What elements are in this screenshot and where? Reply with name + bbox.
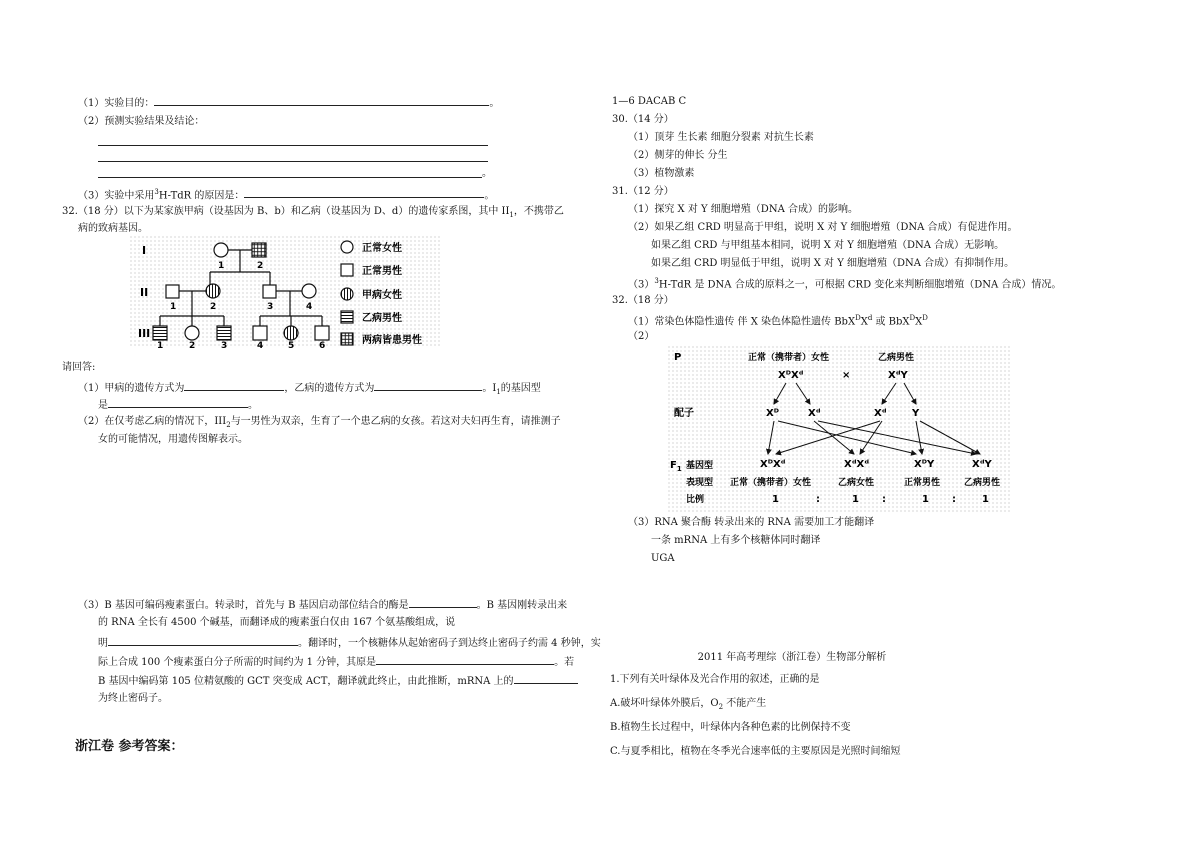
diseased-b-male-icon (217, 326, 231, 340)
svg-text:6: 6 (319, 341, 326, 348)
gamete: Xᵈ (874, 408, 887, 419)
normal-male-icon (253, 326, 267, 340)
answer-line[interactable] (98, 145, 488, 146)
question-1: 1.下列有关叶绿体及光合作用的叙述，正确的是 (610, 674, 820, 685)
normal-female-icon (302, 284, 316, 298)
f1-genotype: XᵈY (972, 459, 992, 470)
f1-genotype: XᴰY (914, 459, 935, 470)
diseased-a-female-icon (341, 288, 353, 300)
diseased-a-female-icon (284, 326, 298, 340)
row-label: 基因型 (686, 461, 714, 471)
diseased-a-female-icon (206, 284, 220, 298)
f1-genotype: XᵈXᵈ (844, 459, 869, 470)
f1-phenotype: 正常男性 (904, 478, 941, 488)
answer-31: 31.（12 分） (612, 186, 674, 197)
a3-line2: 的 RNA 全长有 4500 个碱基，而翻译成的瘦素蛋白仅由 167 个氨基酸组成，说 (98, 617, 456, 628)
a1-line2: 是 。 (98, 397, 258, 412)
ratio-sep: : (952, 494, 956, 505)
p-male-label: 乙病男性 (878, 353, 915, 363)
gen-label: I (142, 244, 147, 257)
p-label: P (674, 352, 682, 363)
ratio-sep: : (882, 494, 886, 505)
row-label: 比例 (686, 495, 705, 505)
normal-male-icon (341, 264, 353, 276)
ratio: 1 (772, 494, 779, 505)
a3-line1: （3）B 基因可编码瘦素蛋白。转录时，首先与 B 基因启动部位结合的酶是 。B 基因刚转录出来 (78, 597, 567, 612)
option-c: C.与夏季相比，植物在冬季光合速率低的主要原因是光照时间缩短 (610, 746, 901, 757)
svg-text:2: 2 (189, 341, 196, 348)
a3-line3: 明 。翻译时，一个核糖体从起始密码子到达终止密码子约需 4 秒钟，实 (98, 635, 601, 650)
normal-male-icon (315, 326, 329, 340)
answer-1-6: 1—6 DACAB C (612, 96, 687, 107)
f1-phenotype: 乙病女性 (838, 478, 875, 488)
answer-blank[interactable] (374, 380, 482, 391)
answer-blank[interactable] (409, 597, 477, 608)
a3-line4: 际上合成 100 个瘦素蛋白分子所需的时间约为 1 分钟，其原是 。若 (98, 654, 574, 669)
both-diseases-male-icon (341, 333, 353, 345)
q3-reason: （3）实验中采用$^3$H-TdR 的原因是： 。 (78, 188, 495, 202)
answer-blank[interactable] (376, 654, 554, 665)
q32-intro: 32.（18 分）以下为某家族甲病（设基因为 B、b）和乙病（设基因为 D、d）的遗传家系图，其中 $II_1$，不携带乙 (62, 206, 564, 219)
normal-female-icon (185, 326, 199, 340)
section-title: 2011 年高考理综（浙江卷）生物部分解析 (697, 652, 887, 663)
cross-symbol: × (842, 370, 851, 381)
gamete: Y (912, 408, 920, 419)
answer-32: 32.（18 分） (612, 295, 674, 306)
answer-blank[interactable] (244, 187, 484, 198)
a2-line2: 女的可能情况，用遗传图解表示。 (98, 434, 248, 445)
ratio: 1 (852, 494, 859, 505)
answer-line[interactable] (98, 177, 482, 178)
svg-text:1: 1 (157, 341, 164, 348)
diseased-b-male-icon (153, 326, 167, 340)
svg-text:3: 3 (267, 302, 274, 312)
legend-label: 两病皆患男性 (362, 335, 422, 346)
pedigree-chart (130, 236, 440, 348)
f1-label: $F_1$ (670, 460, 682, 473)
legend-label: 乙病男性 (362, 313, 402, 324)
a3-line6: 为终止密码子。 (98, 693, 168, 704)
answer-32-1: （1）常染色体隐性遗传 伴 X 染色体隐性遗传 $BbX^DX^d$ 或 $BbX^DX^D$ (628, 314, 928, 328)
answer-blank[interactable] (514, 673, 578, 684)
svg-text:1: 1 (170, 302, 177, 312)
ask-label: 请回答: (62, 362, 96, 373)
a3-line5: B 基因中编码第 105 位精氨酸的 GCT 突变成 ACT，翻译就此终止，由此推断，mRNA 上的 (98, 673, 578, 688)
p-male-genotype: XᵈY (888, 370, 908, 381)
svg-text:4: 4 (257, 341, 264, 348)
svg-text:2: 2 (257, 261, 264, 271)
normal-male-icon (263, 285, 276, 298)
svg-text:5: 5 (288, 341, 295, 348)
svg-text:2: 2 (210, 302, 217, 312)
diseased-b-male-icon (341, 311, 353, 323)
answer-line[interactable] (98, 161, 488, 162)
legend-label: 甲病女性 (362, 290, 402, 301)
f1-genotype: XᴰXᵈ (760, 459, 786, 470)
both-diseases-male-icon (252, 243, 266, 257)
legend-label: 正常男性 (362, 266, 402, 277)
q32-intro-2: 病的致病基因。 (78, 223, 148, 234)
genetic-cross-diagram (668, 346, 1010, 512)
p-female-label: 正常（携带者）女性 (748, 353, 830, 363)
answer-blank[interactable] (154, 95, 489, 106)
ratio: 1 (922, 494, 929, 505)
legend-label: 正常女性 (362, 243, 402, 254)
normal-male-icon (166, 285, 179, 298)
gen-label: III (138, 327, 151, 340)
svg-text:1: 1 (218, 261, 225, 271)
answer-blank[interactable] (108, 397, 248, 408)
row-label: 表现型 (686, 478, 714, 488)
answer-heading: 浙江卷 参考答案： (75, 739, 184, 754)
ratio-sep: : (816, 494, 820, 505)
gamete: Xᴰ (766, 408, 779, 419)
q1-purpose: （1）实验目的： 。 (78, 95, 499, 110)
option-b: B.植物生长过程中，叶绿体内各种色素的比例保持不变 (610, 722, 851, 733)
gamete: Xᵈ (808, 408, 821, 419)
f1-phenotype: 乙病男性 (964, 478, 1001, 488)
normal-female-icon (214, 243, 228, 257)
normal-female-icon (341, 241, 353, 253)
ratio: 1 (982, 494, 989, 505)
a1-line1: （1）甲病的遗传方式为 ，乙病的遗传方式为 。$I_1$的基因型 (78, 380, 541, 399)
f1-phenotype: 正常（携带者）女性 (730, 478, 812, 488)
svg-text:3: 3 (221, 341, 228, 348)
a2-line1: （2）在仅考虑乙病的情况下，$III_2$与一男性为双亲，生育了一个患乙病的女孩。若这对夫妇再生育，请推测子 (78, 416, 561, 429)
answer-blank[interactable] (184, 380, 284, 391)
gen-label: II (140, 286, 149, 299)
answer-30: 30.（14 分） (612, 114, 674, 125)
answer-blank[interactable] (108, 635, 298, 646)
q2-predict: （2）预测实验结果及结论： (78, 116, 205, 127)
svg-text:4: 4 (306, 302, 313, 312)
p-female-genotype: XᴰXᵈ (778, 370, 804, 381)
option-a: A.破坏叶绿体外膜后，$O_2$ 不能产生 (610, 698, 767, 711)
gamete-label: 配子 (674, 408, 694, 419)
